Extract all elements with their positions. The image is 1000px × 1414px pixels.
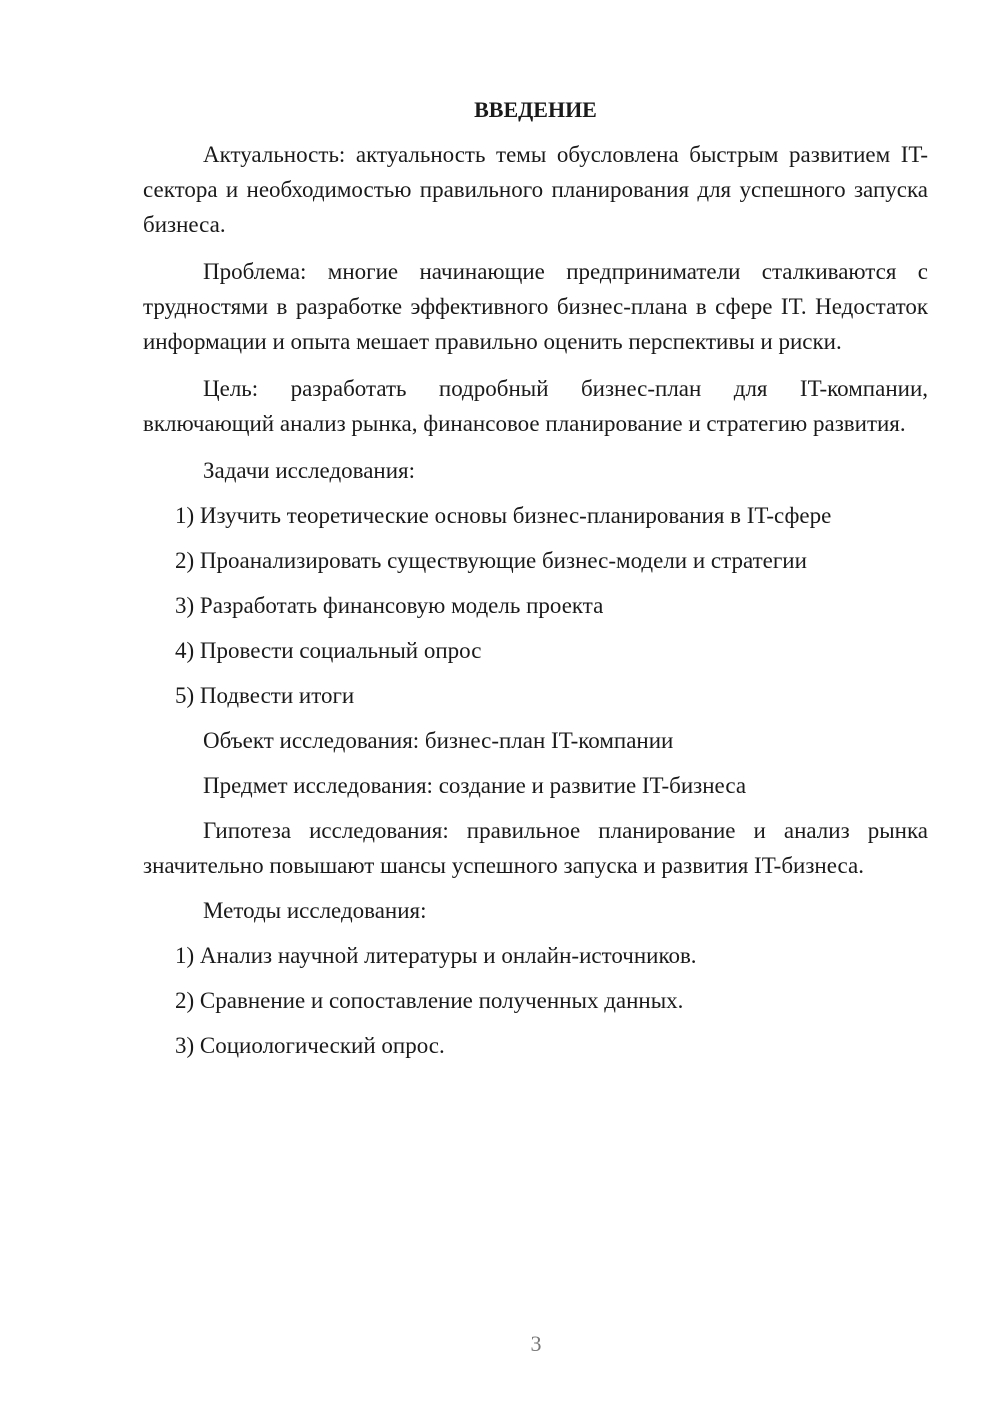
task-item: 1) Изучить теоретические основы бизнес-планирования в IT-сфере (175, 503, 832, 528)
relevance-paragraph: Актуальность: актуальность темы обусловлена быстрым развитием IT-сектора и необходимостью правильного планирования для успешного запуска бизнеса. (143, 142, 928, 237)
problem-paragraph: Проблема: многие начинающие предприниматели сталкиваются с трудностями в разработке эффективного бизнес-плана в сфере IT. Недостаток информации и опыта мешает правильно оценить перспективы и риски. (143, 259, 928, 354)
methods-list (143, 938, 928, 1063)
task-item: 5) Подвести итоги (175, 683, 355, 708)
task-item: 3) Разработать финансовую модель проекта (175, 593, 604, 618)
tasks-list (143, 498, 928, 713)
subject-line: Предмет исследования: создание и развитие IT-бизнеса (203, 773, 747, 798)
method-item: 3) Социологический опрос. (175, 1033, 445, 1058)
method-item: 2) Сравнение и сопоставление полученных данных. (175, 988, 684, 1013)
method-item: 1) Анализ научной литературы и онлайн-источников. (175, 943, 697, 968)
document-body (143, 92, 928, 1063)
tasks-heading: Задачи исследования: (203, 458, 416, 483)
hypothesis-paragraph: Гипотеза исследования: правильное планирование и анализ рынка значительно повышают шансы успешного запуска и развития IT-бизнеса. (143, 818, 928, 878)
goal-paragraph: Цель: разработать подробный бизнес-план для IT-компании, включающий анализ рынка, финансовое планирование и стратегию развития. (143, 376, 928, 436)
page-number: 3 (530, 1331, 542, 1356)
methods-heading: Методы исследования: (203, 898, 427, 923)
page-title: ВВЕДЕНИЕ (474, 97, 597, 122)
task-item: 2) Проанализировать существующие бизнес-модели и стратегии (175, 548, 807, 573)
task-item: 4) Провести социальный опрос (175, 638, 482, 663)
object-line: Объект исследования: бизнес-план IT-компании (203, 728, 674, 753)
